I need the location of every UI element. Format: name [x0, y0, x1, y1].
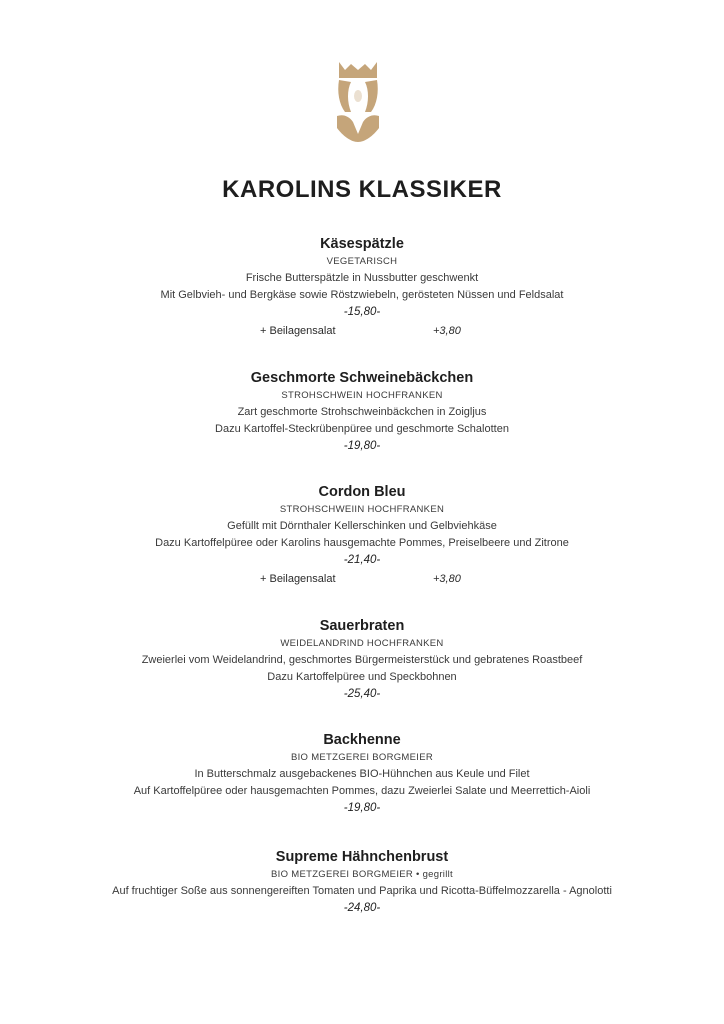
menu-item — [0, 730, 724, 817]
dish-description: Zart geschmorte Strohschweinbäckchen in Zoigljus — [237, 406, 487, 418]
dish-description: Dazu Kartoffelpüree und Speckbohnen — [267, 671, 457, 683]
side-salad-option — [0, 569, 724, 589]
extra-price: +3,80 — [433, 325, 461, 337]
origin-note: • gegrillt — [416, 869, 453, 880]
dish-description: Zweierlei vom Weidelandrind, geschmortes Bürgermeisterstück und gebratenes Roastbeef — [141, 654, 583, 666]
menu-item — [0, 616, 724, 703]
page-title: KAROLINS KLASSIKER — [222, 176, 502, 203]
dish-origin: BIO METZGEREI BORGMEIER — [290, 752, 434, 763]
dish-origin — [0, 867, 724, 883]
dish-description: Dazu Kartoffel-Steckrübenpüree und geschmorte Schalotten — [215, 423, 509, 435]
dish-name: Käsespätzle — [320, 236, 404, 252]
dish-price: -24,80- — [343, 902, 381, 914]
dish-name: Supreme Hähnchenbrust — [275, 849, 449, 865]
dish-price: -21,40- — [343, 554, 381, 566]
crowned-figure-logo — [333, 58, 383, 142]
menu-item — [0, 847, 724, 917]
dish-price: -19,80- — [343, 802, 381, 814]
dish-price: -25,40- — [343, 688, 381, 700]
dish-description: Auf Kartoffelpüree oder hausgemachten Pommes, dazu Zweierlei Salate und Meerrettich-Aioli — [133, 785, 591, 797]
dish-description: Dazu Kartoffelpüree oder Karolins hausgemachte Pommes, Preiselbeere und Zitrone — [155, 537, 569, 549]
dish-description: Auf fruchtiger Soße aus sonnengereiften Tomaten und Paprika und Ricotta-Büffelmozzarella - Agnolotti — [112, 885, 612, 897]
dish-name: Cordon Bleu — [318, 484, 406, 500]
menu-item — [0, 234, 724, 341]
side-salad-option — [0, 321, 724, 341]
menu-item — [0, 368, 724, 455]
extra-price: +3,80 — [433, 573, 461, 585]
extra-label: + Beilagensalat — [260, 325, 336, 337]
dish-name: Backhenne — [323, 732, 401, 748]
dish-description: Frische Butterspätzle in Nussbutter geschwenkt — [245, 272, 479, 284]
dish-price: -15,80- — [343, 306, 381, 318]
origin-label: BIO METZGEREI BORGMEIER — [271, 869, 414, 880]
dish-origin: WEIDELANDRIND HOCHFRANKEN — [280, 638, 444, 649]
dish-price: -19,80- — [343, 440, 381, 452]
dish-description: Gefüllt mit Dörnthaler Kellerschinken und Gelbviehkäse — [227, 520, 497, 532]
extra-label: + Beilagensalat — [260, 573, 336, 585]
dish-description: Mit Gelbvieh- und Bergkäse sowie Röstzwiebeln, gerösteten Nüssen und Feldsalat — [160, 289, 564, 301]
dish-name: Sauerbraten — [319, 618, 405, 634]
dish-origin: STROHSCHWEIIN HOCHFRANKEN — [279, 504, 445, 515]
dish-name: Geschmorte Schweinebäckchen — [250, 370, 474, 386]
menu-item — [0, 482, 724, 589]
dish-origin: STROHSCHWEIN HOCHFRANKEN — [281, 390, 443, 401]
dish-description: In Butterschmalz ausgebackenes BIO-Hühnchen aus Keule und Filet — [194, 768, 530, 780]
dish-origin: VEGETARISCH — [326, 256, 398, 267]
